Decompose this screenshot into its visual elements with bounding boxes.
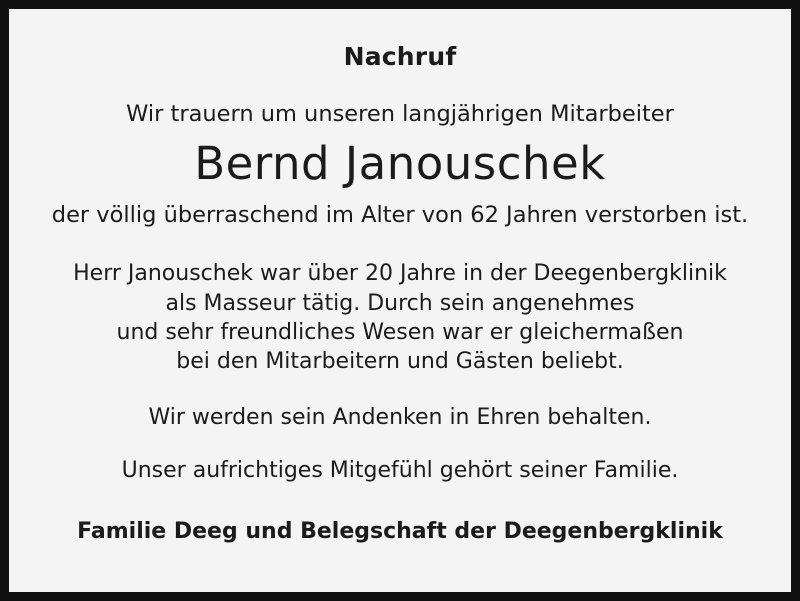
notice-paragraph: [37, 259, 763, 376]
notice-subline: der völlig überraschend im Alter von 62 Jahren verstorben ist.: [51, 202, 749, 229]
deceased-name: Bernd Janouschek: [194, 136, 606, 190]
notice-signature: Familie Deeg und Belegschaft der Deegenbergklinik: [77, 518, 723, 544]
notice-paragraph-line: Herr Janouschek war über 20 Jahre in der Deegenbergklinik: [73, 261, 727, 287]
notice-closing-line-1: Wir werden sein Andenken in Ehren behalten.: [148, 405, 652, 431]
notice-lead-text: Wir trauern um unseren langjährigen Mitarbeiter: [126, 100, 674, 127]
notice-paragraph-line: bei den Mitarbeitern und Gästen beliebt.: [176, 349, 624, 375]
obituary-notice-content: [9, 9, 791, 592]
notice-closing-line-2: Unser aufrichtiges Mitgefühl gehört seiner Familie.: [121, 457, 679, 483]
notice-heading: Nachruf: [343, 42, 457, 71]
notice-paragraph-line: als Masseur tätig. Durch sein angenehmes: [165, 290, 635, 316]
notice-paragraph-line: und sehr freundliches Wesen war er gleichermaßen: [116, 319, 684, 345]
